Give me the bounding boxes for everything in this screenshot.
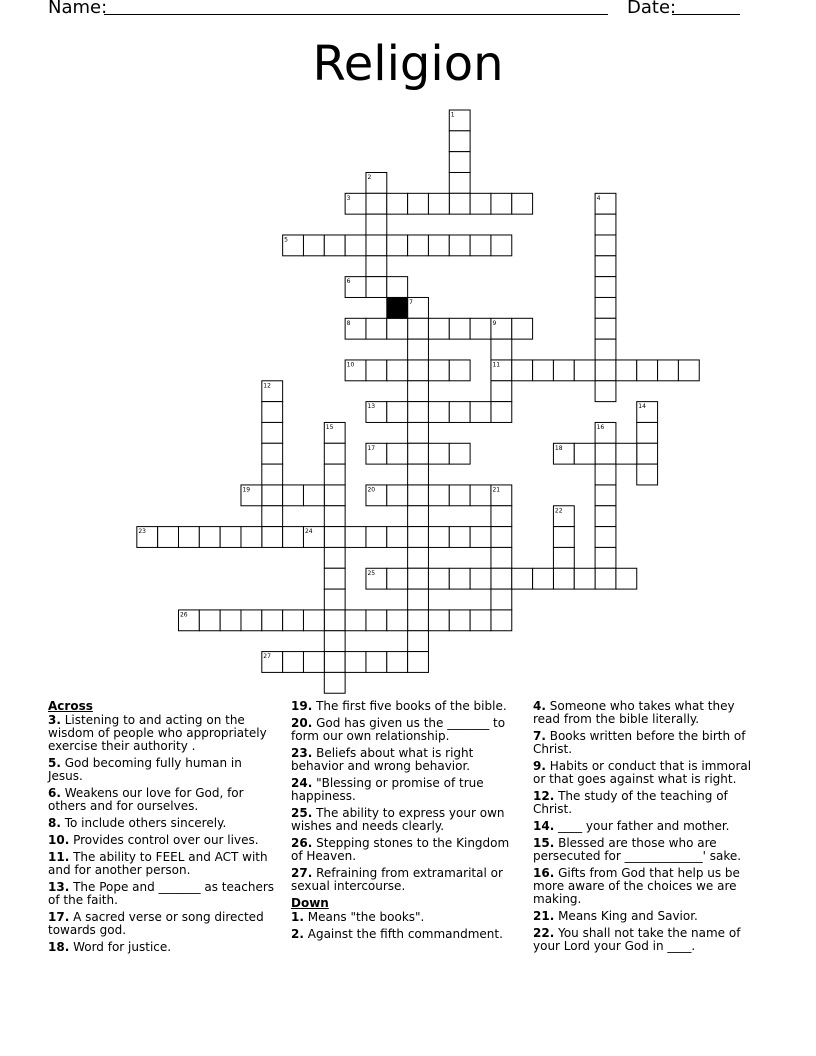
grid-cell[interactable]: [303, 485, 324, 506]
puzzle-title: Religion: [312, 36, 504, 92]
grid-cell[interactable]: [449, 193, 470, 214]
grid-cell[interactable]: [408, 652, 429, 673]
clue-item: [291, 837, 513, 863]
clue-text: "Blessing or promise of true happiness.: [291, 776, 484, 803]
grid-cell[interactable]: [491, 527, 512, 548]
grid-cell[interactable]: [366, 610, 387, 631]
clue-number: 13.: [48, 880, 70, 894]
clue-number: 6.: [48, 786, 61, 800]
clue-number: 12.: [533, 789, 555, 803]
clue-number: 1.: [291, 910, 304, 924]
clue-item: [533, 820, 755, 833]
grid-cell[interactable]: [387, 193, 408, 214]
clue-text: Means "the books".: [303, 910, 425, 924]
grid-cell[interactable]: [345, 652, 366, 673]
clue-item: [533, 760, 755, 786]
clue-number: 18.: [48, 940, 70, 954]
clue-number: 4.: [533, 699, 546, 713]
cell-number: 1: [450, 111, 455, 119]
grid-cell[interactable]: [324, 527, 345, 548]
grid-cell[interactable]: [262, 527, 283, 548]
clue-text: Blessed are those who are persecuted for _____________' sake.: [533, 836, 742, 863]
grid-cell[interactable]: [199, 610, 220, 631]
grid-cell[interactable]: [283, 652, 304, 673]
clue-number: 19.: [291, 699, 313, 713]
cell-number: 2: [367, 173, 372, 181]
clue-text: Books written before the birth of Christ.: [533, 729, 746, 756]
grid-cell[interactable]: [428, 485, 449, 506]
grid-cell[interactable]: [408, 422, 429, 443]
clue-item: [48, 834, 274, 847]
grid-cell[interactable]: [366, 527, 387, 548]
grid-cell[interactable]: [449, 402, 470, 423]
clue-text: Gifts from God that help us be more aware of the choices we are making.: [533, 866, 740, 906]
cell-number: 18: [554, 444, 563, 452]
grid-cell[interactable]: [178, 527, 199, 548]
across-clue-list: [48, 714, 274, 954]
grid-cell[interactable]: [324, 506, 345, 527]
grid-cell[interactable]: [408, 193, 429, 214]
grid-cell[interactable]: [470, 527, 491, 548]
grid-cell[interactable]: [324, 631, 345, 652]
clue-item: [533, 837, 755, 863]
clue-item: [533, 700, 755, 726]
clue-item: [48, 881, 274, 907]
grid-cell[interactable]: [262, 610, 283, 631]
grid-cell[interactable]: [345, 235, 366, 256]
grid-cell[interactable]: [366, 318, 387, 339]
grid-cell[interactable]: [491, 193, 512, 214]
grid-cell[interactable]: [491, 402, 512, 423]
clue-number: 22.: [533, 926, 555, 940]
grid-cell[interactable]: [283, 485, 304, 506]
grid-cell[interactable]: [595, 506, 616, 527]
clue-number: 16.: [533, 866, 555, 880]
clue-column-1: [48, 700, 274, 958]
clue-text: To include others sincerely.: [60, 816, 227, 830]
grid-cell[interactable]: [324, 443, 345, 464]
clue-item: [533, 790, 755, 816]
grid-cell[interactable]: [262, 485, 283, 506]
clue-text: Against the fifth commandment.: [303, 927, 503, 941]
clue-text: God becoming fully human in Jesus.: [48, 756, 242, 783]
grid-cell[interactable]: [324, 652, 345, 673]
clue-item: [48, 787, 274, 813]
cell-number: 13: [367, 403, 376, 411]
clue-text: Listening to and acting on the wisdom of people who appropriately exercise their authority .: [48, 713, 267, 753]
clue-item: [533, 910, 755, 923]
cell-number: 7: [409, 298, 413, 306]
grid-cell[interactable]: [637, 360, 658, 381]
grid-cell[interactable]: [428, 318, 449, 339]
grid-cell[interactable]: [428, 527, 449, 548]
grid-cell[interactable]: [595, 547, 616, 568]
grid-cell[interactable]: [491, 506, 512, 527]
grid-cell[interactable]: [449, 131, 470, 152]
clue-text: Weakens our love for God, for others and for ourselves.: [48, 786, 244, 813]
clue-number: 27.: [291, 866, 313, 880]
grid-cell[interactable]: [616, 443, 637, 464]
grid-cell[interactable]: [428, 610, 449, 631]
grid-cell[interactable]: [366, 360, 387, 381]
clue-number: 3.: [48, 713, 61, 727]
clue-text: The ability to express your own wishes and needs clearly.: [291, 806, 505, 833]
cell-number: 25: [367, 569, 376, 577]
grid-cell[interactable]: [595, 277, 616, 298]
cell-number: 9: [492, 319, 497, 327]
clue-column-2: [291, 700, 513, 945]
grid-cell[interactable]: [449, 485, 470, 506]
clue-item: [533, 730, 755, 756]
grid-cell[interactable]: [387, 652, 408, 673]
grid-cell[interactable]: [262, 506, 283, 527]
grid-cell[interactable]: [408, 235, 429, 256]
grid-cell[interactable]: [324, 672, 345, 693]
grid-cell[interactable]: [595, 443, 616, 464]
grid-cell[interactable]: [616, 360, 637, 381]
clue-text: Provides control over our lives.: [69, 833, 259, 847]
clue-text: The Pope and _______ as teachers of the faith.: [48, 880, 275, 907]
clue-text: The ability to FEEL and ACT with and for another person.: [48, 850, 268, 877]
grid-cell[interactable]: [387, 235, 408, 256]
grid-cell[interactable]: [637, 422, 658, 443]
grid-cell[interactable]: [595, 318, 616, 339]
down-heading: Down: [291, 896, 329, 910]
grid-cell[interactable]: [408, 381, 429, 402]
clue-number: 10.: [48, 833, 70, 847]
grid-cell[interactable]: [428, 568, 449, 589]
grid-cell[interactable]: [387, 360, 408, 381]
clue-number: 26.: [291, 836, 313, 850]
grid-cell[interactable]: [533, 360, 554, 381]
name-label: Name:: [48, 0, 108, 18]
grid-cell[interactable]: [387, 443, 408, 464]
grid-cell[interactable]: [595, 256, 616, 277]
clue-number: 2.: [291, 927, 304, 941]
grid-cell[interactable]: [408, 589, 429, 610]
clue-item: [48, 714, 274, 753]
grid-cell[interactable]: [324, 568, 345, 589]
grid-cell[interactable]: [220, 610, 241, 631]
grid-cell[interactable]: [408, 610, 429, 631]
clue-item: [48, 941, 274, 954]
cell-number: 10: [346, 361, 355, 369]
grid-cell[interactable]: [553, 547, 574, 568]
clue-text: Habits or conduct that is immoral or that goes against what is right.: [533, 759, 752, 786]
grid-cell[interactable]: [637, 464, 658, 485]
grid-cell[interactable]: [303, 652, 324, 673]
grid-cell[interactable]: [595, 485, 616, 506]
down-clue-list-continued: [533, 700, 755, 953]
grid-cell[interactable]: [512, 360, 533, 381]
grid-cell[interactable]: [408, 443, 429, 464]
grid-cell[interactable]: [324, 589, 345, 610]
clue-text: Beliefs about what is right behavior and wrong behavior.: [291, 746, 474, 773]
clue-item: [291, 700, 513, 713]
cell-number: 5: [284, 236, 288, 244]
clue-item: [291, 807, 513, 833]
clue-text: The study of the teaching of Christ.: [533, 789, 728, 816]
across-heading: Across: [48, 699, 93, 713]
down-clue-list: [291, 911, 513, 941]
grid-cell[interactable]: [303, 235, 324, 256]
clue-item: [533, 927, 755, 953]
grid-cell[interactable]: [491, 235, 512, 256]
clue-item: [533, 867, 755, 906]
grid-cell[interactable]: [408, 547, 429, 568]
grid-cell[interactable]: [491, 381, 512, 402]
grid-cell[interactable]: [595, 214, 616, 235]
clue-number: 9.: [533, 759, 546, 773]
date-label: Date:: [627, 0, 677, 18]
clue-number: 25.: [291, 806, 313, 820]
grid-cell[interactable]: [324, 610, 345, 631]
clue-item: [291, 777, 513, 803]
cell-number: 12: [263, 382, 271, 390]
grid-cell[interactable]: [345, 610, 366, 631]
grid-cell[interactable]: [470, 193, 491, 214]
cell-number: 22: [554, 507, 563, 515]
grid-cell[interactable]: [595, 464, 616, 485]
cell-number: 20: [367, 486, 376, 494]
grid-cell[interactable]: [449, 235, 470, 256]
clue-number: 11.: [48, 850, 70, 864]
grid-cell[interactable]: [470, 568, 491, 589]
grid-cell[interactable]: [408, 464, 429, 485]
grid-cell[interactable]: [574, 443, 595, 464]
grid-cell[interactable]: [408, 568, 429, 589]
grid-cell[interactable]: [324, 547, 345, 568]
grid-cell[interactable]: [428, 443, 449, 464]
clue-item: [48, 851, 274, 877]
cell-number: 11: [492, 361, 501, 369]
grid-cell[interactable]: [616, 568, 637, 589]
clue-item: [291, 717, 513, 743]
grid-cell[interactable]: [241, 610, 262, 631]
grid-cell[interactable]: [366, 652, 387, 673]
clue-text: God has given us the _______ to form our own relationship.: [291, 716, 506, 743]
grid-cell[interactable]: [595, 381, 616, 402]
clue-item: [291, 747, 513, 773]
grid-cell[interactable]: [449, 610, 470, 631]
grid-cell[interactable]: [220, 527, 241, 548]
grid-cell[interactable]: [387, 318, 408, 339]
grid-cell[interactable]: [491, 589, 512, 610]
cell-number: 21: [492, 486, 501, 494]
grid-cell[interactable]: [595, 360, 616, 381]
grid-cell[interactable]: [408, 402, 429, 423]
grid-cell[interactable]: [387, 568, 408, 589]
grid-cell[interactable]: [553, 360, 574, 381]
grid-cell[interactable]: [553, 527, 574, 548]
grid-cell[interactable]: [491, 568, 512, 589]
clue-item: [291, 911, 513, 924]
grid-cell[interactable]: [262, 422, 283, 443]
clue-item: [48, 817, 274, 830]
grid-cell[interactable]: [387, 402, 408, 423]
grid-cell[interactable]: [283, 527, 304, 548]
grid-cell[interactable]: [324, 235, 345, 256]
grid-cell[interactable]: [449, 318, 470, 339]
grid-cell[interactable]: [303, 610, 324, 631]
cell-number: 4: [596, 194, 601, 202]
grid-cell[interactable]: [408, 485, 429, 506]
cell-number: 24: [304, 528, 313, 536]
grid-cell[interactable]: [658, 360, 679, 381]
cell-number: 16: [596, 423, 605, 431]
grid-cell[interactable]: [366, 277, 387, 298]
clue-column-3: [533, 700, 755, 957]
grid-cell[interactable]: [449, 568, 470, 589]
grid-cell[interactable]: [345, 527, 366, 548]
grid-cell[interactable]: [366, 235, 387, 256]
grid-cell[interactable]: [595, 235, 616, 256]
grid-cell[interactable]: [470, 318, 491, 339]
cell-number: 8: [346, 319, 351, 327]
grid-cell[interactable]: [512, 318, 533, 339]
cell-number: 14: [638, 403, 646, 411]
cell-number: 3: [346, 194, 351, 202]
grid-cell[interactable]: [574, 568, 595, 589]
grid-cell[interactable]: [324, 485, 345, 506]
clue-text: Refraining from extramarital or sexual intercourse.: [291, 866, 503, 893]
cell-number: 27: [263, 653, 271, 661]
clue-text: Someone who takes what they read from the bible literally.: [533, 699, 735, 726]
grid-cell[interactable]: [449, 152, 470, 173]
clue-text: You shall not take the name of your Lord your God in ____.: [533, 926, 741, 953]
cell-number: 17: [367, 444, 376, 452]
grid-cell[interactable]: [595, 339, 616, 360]
clue-item: [291, 928, 513, 941]
grid-cell[interactable]: [449, 527, 470, 548]
grid-cell[interactable]: [408, 527, 429, 548]
clue-text: Stepping stones to the Kingdom of Heaven.: [291, 836, 510, 863]
grid-cell[interactable]: [470, 610, 491, 631]
clue-item: [48, 757, 274, 783]
black-cell: [387, 297, 408, 318]
grid-cell[interactable]: [387, 277, 408, 298]
grid-cell[interactable]: [408, 631, 429, 652]
grid-cell[interactable]: [262, 402, 283, 423]
cell-number: 19: [242, 486, 251, 494]
grid-cell[interactable]: [408, 339, 429, 360]
grid-cell[interactable]: [449, 172, 470, 193]
clue-text: A sacred verse or song directed towards god.: [48, 910, 264, 937]
grid-cell[interactable]: [595, 297, 616, 318]
cell-number: 15: [325, 423, 334, 431]
clue-number: 7.: [533, 729, 546, 743]
grid-cell[interactable]: [678, 360, 699, 381]
grid-cell[interactable]: [470, 402, 491, 423]
grid-cell[interactable]: [449, 443, 470, 464]
grid-cell[interactable]: [428, 360, 449, 381]
grid-cell[interactable]: [241, 527, 262, 548]
clue-item: [291, 867, 513, 893]
grid-cell[interactable]: [428, 193, 449, 214]
cell-number: 6: [346, 278, 351, 286]
grid-cell[interactable]: [574, 360, 595, 381]
grid-cell[interactable]: [512, 193, 533, 214]
grid-cell[interactable]: [428, 235, 449, 256]
grid-cell[interactable]: [595, 527, 616, 548]
grid-cell[interactable]: [366, 193, 387, 214]
grid-cell[interactable]: [366, 214, 387, 235]
grid-cell[interactable]: [637, 443, 658, 464]
clue-number: 20.: [291, 716, 313, 730]
grid-cell[interactable]: [387, 610, 408, 631]
grid-cell[interactable]: [158, 527, 179, 548]
grid-cell[interactable]: [387, 485, 408, 506]
grid-cell[interactable]: [533, 568, 554, 589]
clue-text: ____ your father and mother.: [554, 819, 730, 833]
cell-number: 26: [179, 611, 188, 619]
clue-text: Word for justice.: [69, 940, 172, 954]
clue-number: 17.: [48, 910, 70, 924]
cell-number: 23: [138, 528, 146, 536]
clue-text: The first five books of the bible.: [312, 699, 507, 713]
grid-cell[interactable]: [491, 547, 512, 568]
grid-cell[interactable]: [262, 443, 283, 464]
grid-cell[interactable]: [470, 235, 491, 256]
grid-cell[interactable]: [553, 568, 574, 589]
grid-cell[interactable]: [408, 506, 429, 527]
grid-cell[interactable]: [387, 527, 408, 548]
grid-cell[interactable]: [408, 360, 429, 381]
grid-cell[interactable]: [491, 339, 512, 360]
clue-number: 5.: [48, 756, 61, 770]
grid-cell[interactable]: [512, 568, 533, 589]
clue-number: 23.: [291, 746, 313, 760]
clue-number: 8.: [48, 816, 61, 830]
grid-cell[interactable]: [428, 402, 449, 423]
clue-number: 14.: [533, 819, 555, 833]
clue-item: [48, 911, 274, 937]
grid-cell[interactable]: [324, 464, 345, 485]
across-clue-list-continued: [291, 700, 513, 893]
clue-number: 21.: [533, 909, 555, 923]
clue-text: Means King and Savior.: [554, 909, 698, 923]
clue-number: 15.: [533, 836, 555, 850]
grid-cell[interactable]: [283, 610, 304, 631]
grid-cell[interactable]: [199, 527, 220, 548]
grid-cell[interactable]: [262, 464, 283, 485]
grid-cell[interactable]: [366, 256, 387, 277]
grid-cell[interactable]: [491, 610, 512, 631]
grid-cell[interactable]: [595, 568, 616, 589]
clue-number: 24.: [291, 776, 313, 790]
grid-cell[interactable]: [449, 360, 470, 381]
grid-cell[interactable]: [408, 318, 429, 339]
grid-cell[interactable]: [470, 485, 491, 506]
